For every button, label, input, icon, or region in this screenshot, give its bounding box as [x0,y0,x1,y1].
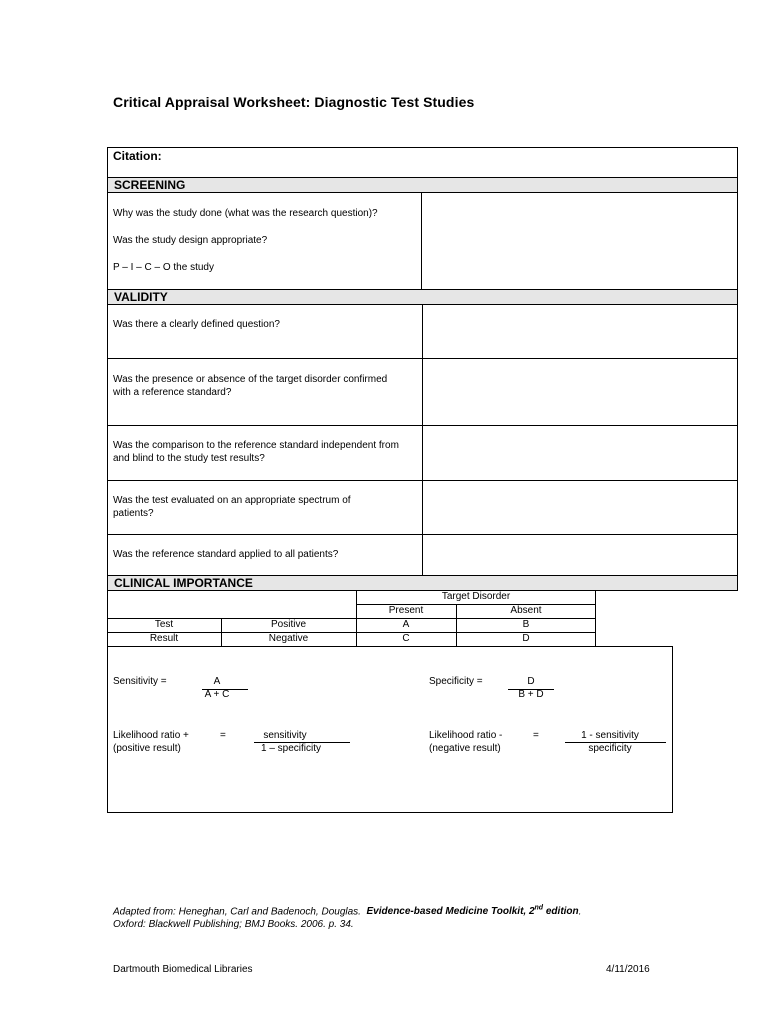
credit-edition: edition [543,906,579,918]
present-header: Present [388,605,424,616]
credit-book: Evidence-based Medicine Toolkit, 2 [366,906,535,918]
screening-question-2: Was the study design appropriate? [113,235,268,246]
footer-organization: Dartmouth Biomedical Libraries [113,964,253,975]
screening-question-3: P – I – C – O the study [113,262,214,273]
specificity-label: Specificity = [429,676,483,687]
lr-positive-numerator: sensitivity [263,730,307,741]
negative-label: Negative [268,633,309,644]
citation-box[interactable] [107,147,738,178]
specificity-denominator: B + D [518,689,544,700]
validity-answer-field-1[interactable] [423,305,737,358]
validity-question-2: Was the presence or absence of the target disorder confirmed with a reference standard? [113,374,388,398]
lr-negative-sublabel: (negative result) [429,743,501,754]
sensitivity-label: Sensitivity = [113,676,167,687]
screening-question-1: Why was the study done (what was the research question)? [113,208,378,219]
sensitivity-numerator: A [213,676,221,687]
lr-positive-label: Likelihood ratio + [113,730,189,741]
validity-question-3: Was the comparison to the reference standard independent from and blind to the study test results? [113,440,399,464]
validity-answer-field-4[interactable] [423,481,737,534]
lr-positive-denominator: 1 – specificity [260,743,322,754]
credit-superscript: nd [534,905,544,912]
validity-answer-field-3[interactable] [423,426,737,480]
clinical-importance-header [107,575,738,591]
cell-a: A [402,619,410,630]
credit-book-title [367,906,579,917]
validity-answer-field-2[interactable] [423,359,737,425]
sensitivity-denominator: A + C [204,689,230,700]
screening-header-label: SCREENING [114,178,186,192]
lr-negative-numerator: 1 - sensitivity [581,730,639,741]
footer-date: 4/11/2016 [606,964,650,975]
page-title: Critical Appraisal Worksheet: Diagnostic Test Studies [113,94,475,110]
validity-question-5: Was the reference standard applied to all patients? [113,549,339,560]
credit-line-2: Oxford: Blackwell Publishing; BMJ Books. 2006. p. 34. [113,919,354,931]
screening-header [107,177,738,193]
positive-label: Positive [270,619,306,630]
lr-positive-sublabel: (positive result) [113,743,181,754]
lr-negative-denominator: specificity [588,743,632,754]
cell-b: B [522,619,530,630]
test-label: Test [154,619,174,630]
specificity-numerator: D [527,676,535,687]
source-credit [113,902,581,931]
validity-header-label: VALIDITY [114,290,168,304]
validity-header [107,289,738,305]
result-label: Result [149,633,179,644]
validity-answer-field-5[interactable] [423,535,737,575]
validity-question-4: Was the test evaluated on an appropriate spectrum of patients? [113,495,351,519]
screening-answer-field[interactable] [422,193,737,289]
credit-prefix: Adapted from: Heneghan, Carl and Badenoch, Douglas. [113,906,361,918]
credit-end: . [578,906,582,918]
lr-negative-equals: = [533,730,539,741]
validity-question-1: Was there a clearly defined question? [113,319,280,330]
cell-d: D [522,633,530,644]
lr-positive-equals: = [220,730,226,741]
clinical-importance-header-label: CLINICAL IMPORTANCE [114,576,253,590]
absent-header: Absent [510,605,542,616]
citation-label: Citation: [113,149,162,163]
target-disorder-header: Target Disorder [441,591,511,602]
cell-c: C [402,633,410,644]
lr-negative-label: Likelihood ratio - [429,730,503,741]
